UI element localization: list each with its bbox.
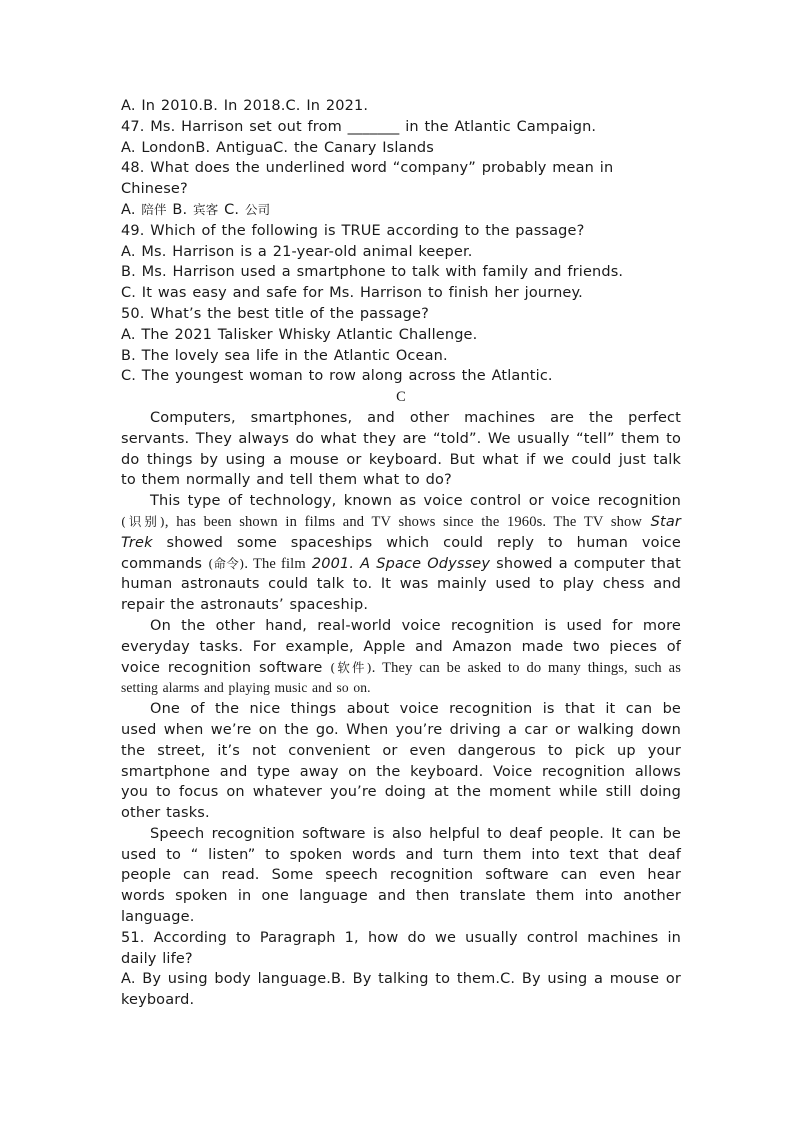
- section-label: C: [396, 389, 406, 406]
- p3-line3-text: . They can be asked to do many things, such as: [371, 659, 682, 676]
- q51-stem-line2: daily life?: [121, 950, 193, 967]
- p3-line2: everyday tasks. For example, Apple and Amazon made two pieces of: [121, 638, 681, 655]
- q49-option-c: C. It was easy and safe for Ms. Harrison to finish her journey.: [121, 285, 583, 302]
- q50-option-c: C. The youngest woman to row along across the Atlantic.: [121, 368, 553, 385]
- p5-line1: Speech recognition software is also helpful to deaf people. It can be: [150, 825, 681, 842]
- p5-line4: words spoken in one language and then translate them into another: [121, 888, 681, 905]
- q51-options-line2: keyboard.: [121, 992, 195, 1009]
- q48-stem-line1: 48. What does the underlined word “company” probably mean in: [121, 160, 614, 177]
- p4-line3: the street, it’s not convenient or even dangerous to pick up your: [121, 742, 681, 759]
- q48-option-a-label: A.: [121, 201, 136, 218]
- q51-options-line1: A. By using body language.B. By talking to them.C. By using a mouse or: [121, 971, 681, 988]
- p3-line4: setting alarms and playing music and so on.: [121, 680, 371, 696]
- q48-option-b: 宾客: [193, 201, 219, 217]
- p2-trek-title: Trek: [121, 534, 153, 551]
- p2-film-title: 2001. A Space Odyssey: [311, 555, 491, 572]
- q48-option-b-label: B.: [172, 201, 188, 218]
- p3-software: voice recognition software: [121, 659, 323, 676]
- p2-zh-commands: (命令): [208, 555, 245, 571]
- p4-line5: you to focus on whatever you’re doing at the moment while still doing: [121, 784, 681, 801]
- p1-line2: servants. They always do what they are “told”. We usually “tell” them to: [121, 430, 681, 447]
- p2-line6: repair the astronauts’ spaceship.: [121, 597, 369, 614]
- p4-line4: smartphone and type away on the keyboard. Voice recognition allows: [121, 763, 681, 780]
- p3-zh-software: (软件): [330, 659, 372, 675]
- q51-stem-line1: 51. According to Paragraph 1, how do we usually control machines in: [121, 929, 681, 946]
- q48-stem-line2: Chinese?: [121, 181, 188, 198]
- p2-star-title: Star: [650, 513, 681, 530]
- p1-line4: to them normally and tell them what to do?: [121, 472, 452, 489]
- q49-stem: 49. Which of the following is TRUE according to the passage?: [121, 222, 585, 239]
- q50-option-b: B. The lovely sea life in the Atlantic Ocean.: [121, 347, 448, 364]
- p2-line4: [121, 554, 681, 575]
- q47-stem: 47. Ms. Harrison set out from _______ in the Atlantic Campaign.: [121, 118, 597, 135]
- p5-line2: used to “ listen” to spoken words and turn them into text that deaf: [121, 846, 681, 863]
- p2-the-film: . The film: [244, 555, 306, 572]
- p2-line4-end: showed a computer that: [496, 555, 681, 572]
- p5-line3: people can read. Some speech recognition software can even hear: [121, 867, 681, 884]
- p4-line1: One of the nice things about voice recognition is that it can be: [150, 701, 681, 718]
- q48-option-c-label: C.: [224, 201, 240, 218]
- p1-line1: Computers, smartphones, and other machines are the perfect: [150, 409, 681, 426]
- q49-option-b: B. Ms. Harrison used a smartphone to talk with family and friends.: [121, 264, 624, 281]
- q48-option-c: 公司: [244, 201, 271, 217]
- p2-line2-text: , has been shown in films and TV shows since the 1960s. The TV show: [164, 513, 643, 530]
- p1-line3: do things by using a mouse or keyboard. But what if we could just talk: [121, 451, 681, 468]
- p4-line2: used when we’re on the go. When you’re driving a car or walking down: [121, 721, 681, 738]
- p3-line1: On the other hand, real-world voice recognition is used for more: [150, 617, 681, 634]
- p2-line1: This type of technology, known as voice control or voice recognition: [150, 493, 681, 510]
- p2-zh-recognition: (识别): [121, 513, 165, 529]
- p3-line3: [121, 658, 681, 679]
- q46-options: A. In 2010.B. In 2018.C. In 2021.: [121, 98, 369, 114]
- p2-commands: commands: [121, 555, 203, 572]
- p4-line6: other tasks.: [121, 805, 210, 822]
- p5-line5: language.: [121, 909, 195, 926]
- p2-line2: [121, 512, 681, 533]
- p2-line5: human astronauts could talk to. It was mainly used to play chess and: [121, 576, 681, 593]
- q50-option-a: A. The 2021 Talisker Whisky Atlantic Challenge.: [121, 326, 478, 343]
- q48-option-a: 陪伴: [141, 201, 167, 217]
- q48-options: [121, 200, 681, 221]
- q49-option-a: A. Ms. Harrison is a 21-year-old animal keeper.: [121, 243, 473, 260]
- p2-line3: [121, 533, 681, 554]
- p2-line3-text: showed some spaceships which could reply to human voice: [166, 534, 681, 551]
- document-page: [121, 96, 681, 1011]
- q47-options: A. LondonB. AntiguaC. the Canary Islands: [121, 139, 434, 156]
- q50-stem: 50. What’s the best title of the passage?: [121, 305, 429, 322]
